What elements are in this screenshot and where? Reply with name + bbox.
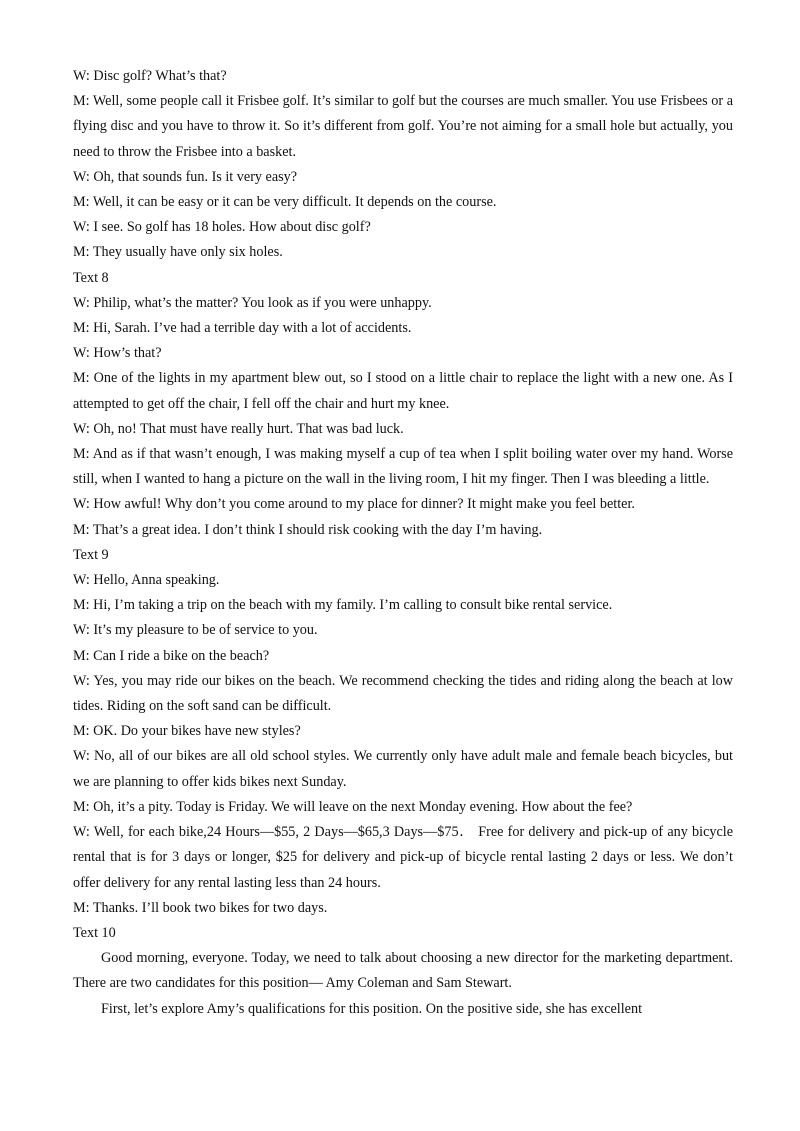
dialogue-line: W: Hello, Anna speaking. xyxy=(73,572,220,589)
document-page xyxy=(73,64,733,1022)
dialogue-line: W: How’s that? xyxy=(73,345,162,362)
dialogue-line: M: Thanks. I’ll book two bikes for two days. xyxy=(73,899,328,916)
dialogue-line: M: Well, some people call it Frisbee golf. It’s similar to golf but the courses are much smaller. You use Frisbees or a flying disc and you have to throw it. So it’s different from golf. You’re not aiming for a small hole but actually, you need to throw the Frisbee into a basket. xyxy=(73,93,733,160)
section-heading: Text 8 xyxy=(73,269,109,286)
dialogue-line: W: It’s my pleasure to be of service to you. xyxy=(73,622,318,639)
dialogue-line: W: How awful! Why don’t you come around to my place for dinner? It might make you feel better. xyxy=(73,496,635,513)
monologue-paragraph: First, let’s explore Amy’s qualifications for this position. On the positive side, she has excellent xyxy=(101,1000,643,1017)
dialogue-line: M: One of the lights in my apartment blew out, so I stood on a little chair to replace the light with a new one. As I attempted to get off the chair, I fell off the chair and hurt my knee. xyxy=(73,370,733,412)
dialogue-line: W: Disc golf? What’s that? xyxy=(73,68,227,84)
dialogue-line: M: OK. Do your bikes have new styles? xyxy=(73,723,301,740)
dialogue-line: W: No, all of our bikes are all old school styles. We currently only have adult male and female beach bicycles, but we are planning to offer kids bikes next Sunday. xyxy=(73,748,733,790)
dialogue-line: M: Oh, it’s a pity. Today is Friday. We will leave on the next Monday evening. How about the fee? xyxy=(73,798,633,815)
dialogue-line: W: Oh, no! That must have really hurt. That was bad luck. xyxy=(73,420,404,437)
section-heading: Text 10 xyxy=(73,924,116,941)
dialogue-line: M: They usually have only six holes. xyxy=(73,244,283,261)
dialogue-line: M: And as if that wasn’t enough, I was making myself a cup of tea when I split boiling water over my hand. Worse still, when I wanted to hang a picture on the wall in the living room, I hit my finger. Then I was bleeding a little. xyxy=(73,446,733,488)
dialogue-line: W: I see. So golf has 18 holes. How about disc golf? xyxy=(73,219,371,236)
dialogue-line: M: Can I ride a bike on the beach? xyxy=(73,647,270,664)
dialogue-line: M: Hi, Sarah. I’ve had a terrible day with a lot of accidents. xyxy=(73,320,412,337)
dialogue-line: W: Philip, what’s the matter? You look as if you were unhappy. xyxy=(73,294,432,311)
section-heading: Text 9 xyxy=(73,546,109,563)
dialogue-line: W: Yes, you may ride our bikes on the beach. We recommend checking the tides and riding along the beach at low tides. Riding on the soft sand can be difficult. xyxy=(73,672,733,715)
dialogue-line: M: That’s a great idea. I don’t think I should risk cooking with the day I’m having. xyxy=(73,521,543,538)
monologue-paragraph: Good morning, everyone. Today, we need to talk about choosing a new director for the marketing department. There are two candidates for this position— Amy Coleman and Sam Stewart. xyxy=(73,950,733,992)
dialogue-line: M: Well, it can be easy or it can be very difficult. It depends on the course. xyxy=(73,194,497,211)
dialogue-line: W: Oh, that sounds fun. Is it very easy? xyxy=(73,168,298,185)
dialogue-line: M: Hi, I’m taking a trip on the beach with my family. I’m calling to consult bike rental service. xyxy=(73,597,613,614)
dialogue-line: W: Well, for each bike,24 Hours—$55, 2 Days—$65,3 Days—$75． Free for delivery and pick-up of any bicycle rental that is for 3 days or longer, $25 for delivery and pick-up of bicycle rental lasting 2 days or less. We don’t offer delivery for any rental lasting less than 24 hours. xyxy=(73,824,733,891)
